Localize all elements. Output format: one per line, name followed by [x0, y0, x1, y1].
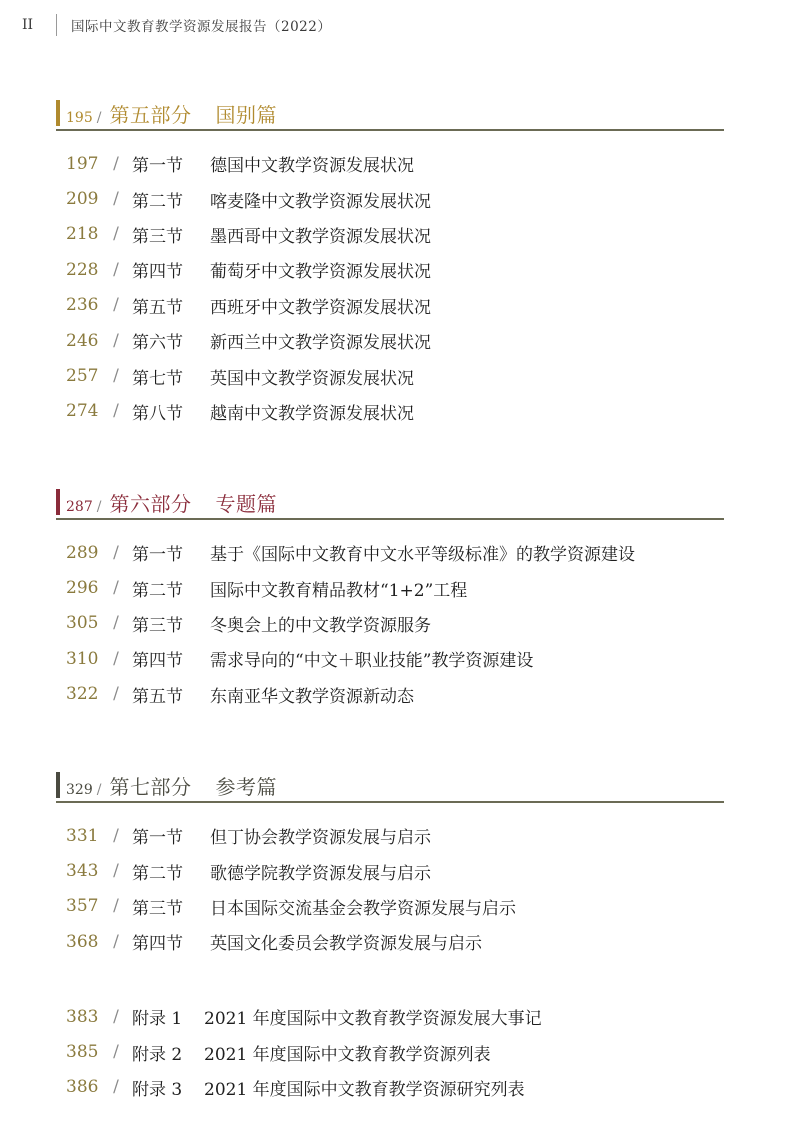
- entry-page: 197: [66, 153, 99, 174]
- entry-page: 246: [66, 330, 99, 351]
- toc-list: [66, 818, 516, 960]
- slash-separator: /: [113, 931, 119, 952]
- entry-title: 冬奥会上的中文教学资源服务: [210, 615, 431, 636]
- slash-separator: /: [96, 499, 102, 515]
- entry-label: 第三节: [132, 226, 183, 247]
- entry-title: 歌德学院教学资源发展与启示: [210, 863, 431, 884]
- slash-separator: /: [113, 648, 119, 669]
- toc-entry[interactable]: [66, 217, 431, 252]
- slash-separator: /: [113, 153, 119, 174]
- entry-page: 386: [66, 1077, 99, 1098]
- section-page: 287: [66, 499, 93, 515]
- entry-title: 2021 年度国际中文教育教学资源研究列表: [204, 1079, 525, 1100]
- entry-label: 第四节: [132, 651, 183, 672]
- entry-label: 第四节: [132, 934, 183, 955]
- entry-page: 236: [66, 295, 99, 316]
- entry-title: 日本国际交流基金会教学资源发展与启示: [210, 898, 516, 919]
- page-number: II: [22, 17, 34, 33]
- section-part: 第五部分: [109, 103, 192, 127]
- slash-separator: /: [96, 110, 102, 126]
- entry-page: 357: [66, 896, 99, 917]
- toc-entry[interactable]: [66, 535, 635, 570]
- entry-label: 第二节: [132, 191, 183, 212]
- slash-separator: /: [113, 295, 119, 316]
- entry-title: 英国中文教学资源发展状况: [210, 368, 414, 389]
- entry-page: 331: [66, 825, 99, 846]
- section-title: [109, 488, 277, 517]
- section-accent-bar: [56, 489, 60, 515]
- toc-entry[interactable]: [66, 889, 516, 924]
- entry-label: 附录 1: [132, 1009, 183, 1030]
- entry-label: 第二节: [132, 580, 183, 601]
- entry-label: 第五节: [132, 297, 183, 318]
- slash-separator: /: [113, 861, 119, 882]
- entry-label: 第三节: [132, 898, 183, 919]
- entry-page: 322: [66, 684, 99, 705]
- section-title: [109, 771, 277, 800]
- slash-separator: /: [113, 1077, 119, 1098]
- entry-title: 西班牙中文教学资源发展状况: [210, 297, 431, 318]
- section-page: 195: [66, 110, 93, 126]
- entry-page: 218: [66, 224, 99, 245]
- toc-entry[interactable]: [66, 924, 516, 959]
- appendix-entry[interactable]: [66, 1070, 542, 1105]
- toc-entry[interactable]: [66, 323, 431, 358]
- appendix-entry[interactable]: [66, 1034, 542, 1069]
- section-name: 参考篇: [215, 775, 277, 799]
- slash-separator: /: [113, 613, 119, 634]
- toc-entry[interactable]: [66, 818, 516, 853]
- slash-separator: /: [113, 1006, 119, 1027]
- entry-title: 越南中文教学资源发展状况: [210, 403, 414, 424]
- appendix-entry[interactable]: [66, 999, 542, 1034]
- slash-separator: /: [113, 189, 119, 210]
- entry-label: 第一节: [132, 545, 183, 566]
- entry-page: 310: [66, 648, 99, 669]
- entry-label: 第三节: [132, 615, 183, 636]
- entry-title: 德国中文教学资源发展状况: [210, 156, 414, 177]
- toc-entry[interactable]: [66, 252, 431, 287]
- entry-title: 墨西哥中文教学资源发展状况: [210, 226, 431, 247]
- slash-separator: /: [113, 259, 119, 280]
- entry-title: 英国文化委员会教学资源发展与启示: [210, 934, 482, 955]
- slash-separator: /: [113, 401, 119, 422]
- section-accent-bar: [56, 772, 60, 798]
- section-part-6: [56, 487, 724, 707]
- entry-title: 2021 年度国际中文教育教学资源列表: [204, 1044, 491, 1065]
- entry-page: 274: [66, 401, 99, 422]
- section-heading[interactable]: [56, 98, 724, 131]
- entry-page: 257: [66, 366, 99, 387]
- section-heading[interactable]: [56, 770, 724, 803]
- entry-page: 289: [66, 542, 99, 563]
- entry-page: 343: [66, 861, 99, 882]
- slash-separator: /: [113, 330, 119, 351]
- entry-label: 第六节: [132, 333, 183, 354]
- section-part-5: [56, 98, 724, 424]
- entry-label: 第二节: [132, 863, 183, 884]
- toc-list: [66, 146, 431, 429]
- section-heading[interactable]: [56, 487, 724, 520]
- entry-label: 第八节: [132, 403, 183, 424]
- toc-entry[interactable]: [66, 677, 635, 712]
- slash-separator: /: [113, 224, 119, 245]
- entry-label: 附录 3: [132, 1079, 183, 1100]
- section-title: [109, 99, 277, 128]
- entry-label: 第一节: [132, 156, 183, 177]
- running-head: [22, 14, 331, 36]
- slash-separator: /: [113, 825, 119, 846]
- entry-title: 葡萄牙中文教学资源发展状况: [210, 262, 431, 283]
- slash-separator: /: [113, 578, 119, 599]
- section-part: 第七部分: [109, 775, 192, 799]
- entry-label: 第一节: [132, 828, 183, 849]
- section-name: 专题篇: [215, 492, 277, 516]
- slash-separator: /: [113, 1042, 119, 1063]
- entry-page: 296: [66, 578, 99, 599]
- toc-list: [66, 535, 635, 712]
- toc-entry[interactable]: [66, 570, 635, 605]
- toc-entry[interactable]: [66, 146, 431, 181]
- entry-title: 基于《国际中文教育中文水平等级标准》的教学资源建设: [210, 545, 635, 566]
- book-title: 国际中文教育教学资源发展报告（2022）: [71, 19, 332, 35]
- entry-title: 2021 年度国际中文教育教学资源发展大事记: [204, 1009, 542, 1030]
- section-part: 第六部分: [109, 492, 192, 516]
- entry-title: 国际中文教育精品教材“1+2”工程: [210, 580, 468, 601]
- entry-title: 需求导向的“中文＋职业技能”教学资源建设: [210, 651, 534, 672]
- entry-page: 383: [66, 1006, 99, 1027]
- slash-separator: /: [113, 896, 119, 917]
- entry-page: 305: [66, 613, 99, 634]
- toc-entry[interactable]: [66, 288, 431, 323]
- section-part-7: [56, 770, 724, 955]
- entry-title: 新西兰中文教学资源发展状况: [210, 333, 431, 354]
- entry-title: 但丁协会教学资源发展与启示: [210, 828, 431, 849]
- entry-title: 喀麦隆中文教学资源发展状况: [210, 191, 431, 212]
- toc-entry[interactable]: [66, 641, 635, 676]
- slash-separator: /: [113, 366, 119, 387]
- entry-label: 第七节: [132, 368, 183, 389]
- slash-separator: /: [96, 782, 102, 798]
- header-divider: [56, 14, 57, 36]
- entry-page: 209: [66, 189, 99, 210]
- slash-separator: /: [113, 684, 119, 705]
- entry-label: 第五节: [132, 686, 183, 707]
- slash-separator: /: [113, 542, 119, 563]
- appendix-list: [66, 999, 542, 1105]
- section-accent-bar: [56, 100, 60, 126]
- toc-entry[interactable]: [66, 853, 516, 888]
- toc-entry[interactable]: [66, 606, 635, 641]
- toc-entry[interactable]: [66, 358, 431, 393]
- entry-label: 第四节: [132, 262, 183, 283]
- entry-page: 385: [66, 1042, 99, 1063]
- entry-title: 东南亚华文教学资源新动态: [210, 686, 414, 707]
- toc-entry[interactable]: [66, 394, 431, 429]
- section-page: 329: [66, 782, 93, 798]
- entry-page: 368: [66, 931, 99, 952]
- section-name: 国别篇: [215, 103, 277, 127]
- toc-entry[interactable]: [66, 181, 431, 216]
- entry-label: 附录 2: [132, 1044, 183, 1065]
- entry-page: 228: [66, 259, 99, 280]
